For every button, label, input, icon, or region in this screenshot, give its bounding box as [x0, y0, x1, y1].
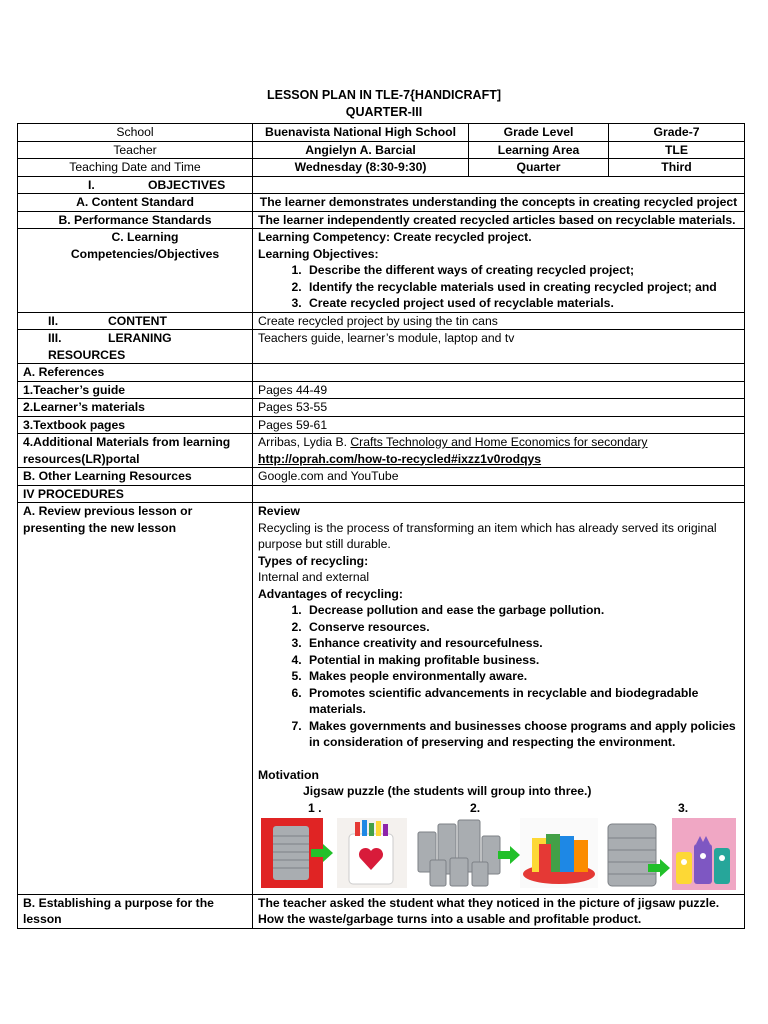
- objective-item: 2. Identify the recyclable materials used in creating recycled project; and: [305, 279, 739, 296]
- objectives-row: [18, 176, 745, 194]
- tin-can-icon: [273, 826, 309, 880]
- teacher-row: [18, 141, 745, 159]
- other-resources-label: B. Other Learning Resources: [18, 468, 253, 486]
- advantage-item: 6. Promotes scientific advancements in recyclable and biodegradable materials.: [305, 685, 739, 718]
- textbook-value: Pages 59-61: [253, 416, 745, 434]
- procedures-empty: [253, 485, 745, 503]
- review-text: Recycling is the process of transforming an item which has already served its original purpose but still durable.: [258, 520, 717, 551]
- quarter-label: Quarter: [469, 159, 609, 177]
- references-row: [18, 364, 745, 382]
- teachers-guide-row: [18, 381, 745, 399]
- puzzle-picture-3: [604, 818, 736, 890]
- competency-row: [18, 229, 745, 313]
- objectives-list: [258, 262, 739, 312]
- textbook-row: [18, 416, 745, 434]
- references-label: A. References: [18, 364, 253, 382]
- content-heading: II. CONTENT: [18, 312, 253, 330]
- puzzle-number: 3.: [678, 800, 689, 815]
- purpose-row: [18, 894, 745, 928]
- textbook-label: 3.Textbook pages: [18, 416, 253, 434]
- content-row: [18, 312, 745, 330]
- types-value: Internal and external: [258, 570, 370, 584]
- objectives-empty: [253, 176, 745, 194]
- date-row: [18, 159, 745, 177]
- learners-materials-row: [18, 399, 745, 417]
- puzzle-text: Jigsaw puzzle (the students will group into three.): [303, 784, 592, 798]
- book-link[interactable]: Crafts Technology and Home Economics for secondary: [350, 435, 648, 449]
- puzzle-number: 2.: [470, 800, 481, 815]
- content-value: Create recycled project by using the tin cans: [253, 312, 745, 330]
- objective-item: 3. Create recycled project used of recyclable materials.: [305, 295, 739, 312]
- teacher-value: Angielyn A. Barcial: [253, 141, 469, 159]
- other-resources-row: [18, 468, 745, 486]
- other-resources-value: Google.com and YouTube: [253, 468, 745, 486]
- procedures-heading: IV PROCEDURES: [18, 485, 253, 503]
- review-row: [18, 503, 745, 895]
- puzzle-pictures: [258, 800, 739, 894]
- puzzle-picture-1: [261, 818, 407, 888]
- puzzle-number: 1 .: [308, 800, 322, 815]
- grade-label: Grade Level: [469, 124, 609, 142]
- content-standard-label: A. Content Standard: [18, 194, 253, 212]
- content-standard-value: The learner demonstrates understanding the concepts in creating recycled project: [253, 194, 745, 212]
- references-empty: [253, 364, 745, 382]
- teachers-guide-label: 1.Teacher’s guide: [18, 381, 253, 399]
- school-row: [18, 124, 745, 142]
- additional-materials-row: [18, 434, 745, 468]
- advantage-item: 7. Makes governments and businesses choose programs and apply policies in consideration of preserving and respecting the environment.: [305, 718, 739, 751]
- competency-label: C. Learning Competencies/Objectives: [18, 229, 253, 313]
- learners-materials-label: 2.Learner’s materials: [18, 399, 253, 417]
- advantage-item: 1. Decrease pollution and ease the garbage pollution.: [305, 602, 739, 619]
- area-value: TLE: [609, 141, 745, 159]
- advantages-head: Advantages of recycling:: [258, 586, 403, 601]
- purpose-label: B. Establishing a purpose for the lesson: [18, 894, 253, 928]
- review-head: Review: [258, 504, 301, 518]
- lesson-plan-title: LESSON PLAN IN TLE-7{HANDICRAFT]: [266, 88, 502, 102]
- advantages-list: [258, 602, 739, 751]
- teachers-guide-value: Pages 44-49: [253, 381, 745, 399]
- resources-row: [18, 330, 745, 364]
- advantage-item: 3. Enhance creativity and resourcefulness.: [305, 635, 739, 652]
- competency-cell: [253, 229, 745, 313]
- url-link[interactable]: http://oprah.com/how-to-recycled#ixzz1v0rodqys: [258, 451, 542, 466]
- content-standard-row: [18, 194, 745, 212]
- puzzle-picture-2: [416, 818, 598, 888]
- advantage-item: 2. Conserve resources.: [305, 619, 739, 636]
- performance-label: B. Performance Standards: [18, 211, 253, 229]
- types-head: Types of recycling:: [258, 553, 369, 568]
- advantage-item: 4. Potential in making profitable business.: [305, 652, 739, 669]
- objective-item: 1. Describe the different ways of creating recycled project;: [305, 262, 739, 279]
- performance-value: The learner independently created recycled articles based on recyclable materials.: [253, 211, 745, 229]
- tin-can-icon: [608, 824, 656, 886]
- resources-value: Teachers guide, learner’s module, laptop and tv: [253, 330, 745, 364]
- objectives-head: Learning Objectives:: [258, 246, 379, 261]
- school-value: Buenavista National High School: [253, 124, 469, 142]
- objectives-heading: I. OBJECTIVES: [18, 176, 253, 194]
- advantage-item: 5. Makes people environmentally aware.: [305, 668, 739, 685]
- area-label: Learning Area: [469, 141, 609, 159]
- performance-row: [18, 211, 745, 229]
- procedures-row: [18, 485, 745, 503]
- grade-value: Grade-7: [609, 124, 745, 142]
- competency-line: Learning Competency: Create recycled project.: [258, 230, 532, 244]
- date-value: Wednesday (8:30-9:30): [253, 159, 469, 177]
- quarter-value: Third: [609, 159, 745, 177]
- date-label: Teaching Date and Time: [18, 159, 253, 177]
- purpose-value: The teacher asked the student what they noticed in the picture of jigsaw puzzle. How the waste/garbage turns into a usable and profitable product.: [253, 894, 745, 928]
- additional-materials-label: 4.Additional Materials from learning resources(LR)portal: [18, 434, 253, 468]
- resources-heading: III. LERANING RESOURCES: [18, 330, 253, 364]
- lesson-plan-table: [17, 123, 745, 929]
- school-label: School: [18, 124, 253, 142]
- teacher-label: Teacher: [18, 141, 253, 159]
- learners-materials-value: Pages 53-55: [253, 399, 745, 417]
- motivation-head: Motivation: [258, 767, 319, 782]
- author-text: Arribas, Lydia B.: [258, 435, 351, 449]
- additional-materials-cell: [253, 434, 745, 468]
- review-cell: [253, 503, 745, 895]
- quarter-title: QUARTER-III: [345, 105, 423, 119]
- review-label: A. Review previous lesson or presenting the new lesson: [18, 503, 253, 895]
